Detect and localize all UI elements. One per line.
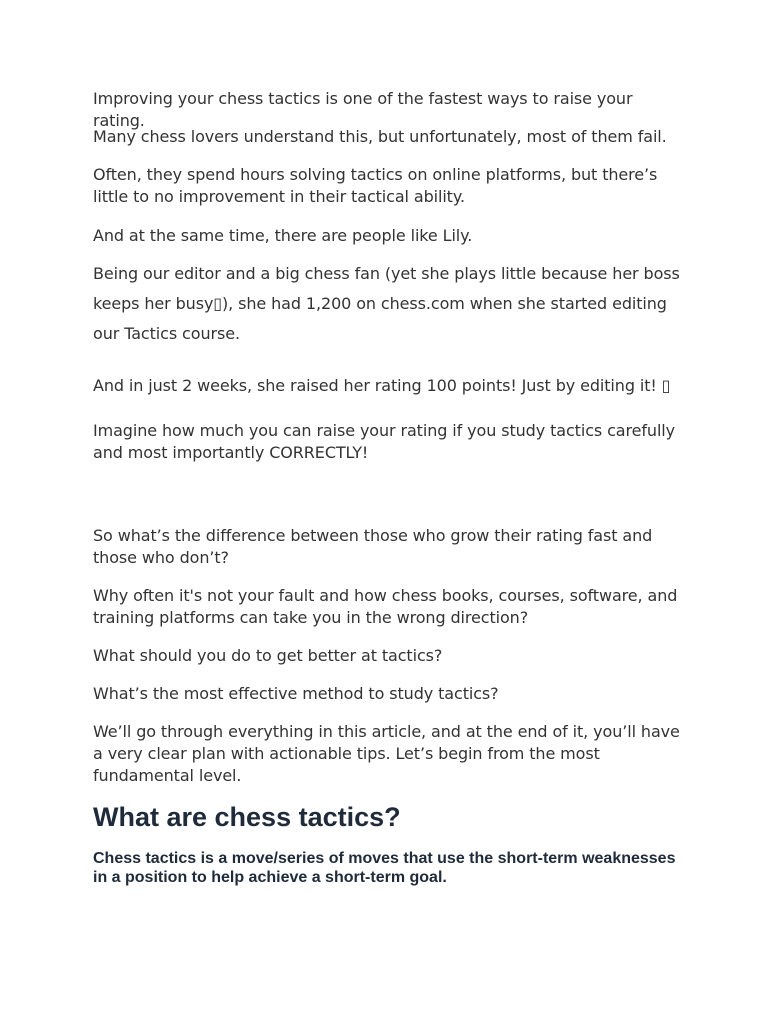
paragraph-online-platforms: Often, they spend hours solving tactics on online platforms, but there’s little to no improvement in their tactical ability. xyxy=(93,165,658,206)
definition-text: Chess tactics is a move/series of moves that use the short-term weaknesses in a position to help achieve a short-term goal. xyxy=(93,850,676,886)
paragraph-intro: Improving your chess tactics is one of the fastest ways to raise your rating. xyxy=(93,89,633,130)
paragraph-plan: We’ll go through everything in this article, and at the end of it, you’ll have a very clear plan with actionable tips. Let’s begin from the most fundamental level. xyxy=(93,722,680,785)
paragraph-imagine: Imagine how much you can raise your rating if you study tactics carefully and most importantly CORRECTLY! xyxy=(93,421,676,462)
paragraph-two-weeks: And in just 2 weeks, she raised her rating 100 points! Just by editing it! ▯ xyxy=(93,376,671,395)
paragraph-what-should: What should you do to get better at tactics? xyxy=(93,646,443,665)
section-heading: What are chess tactics? xyxy=(93,802,401,832)
paragraph-editor: Being our editor and a big chess fan (yet she plays little because her boss keeps her busy▯), she had 1,200 on chess.com when she started editing our Tactics course. xyxy=(93,264,680,343)
paragraph-chess-lovers: Many chess lovers understand this, but unfortunately, most of them fail. xyxy=(93,127,667,146)
paragraph-difference: So what’s the difference between those who grow their rating fast and those who don’t? xyxy=(93,526,653,567)
paragraph-effective-method: What’s the most effective method to study tactics? xyxy=(93,684,499,703)
paragraph-lily: And at the same time, there are people like Lily. xyxy=(93,226,473,245)
paragraph-not-your-fault: Why often it's not your fault and how chess books, courses, software, and training platforms can take you in the wrong direction? xyxy=(93,586,678,627)
